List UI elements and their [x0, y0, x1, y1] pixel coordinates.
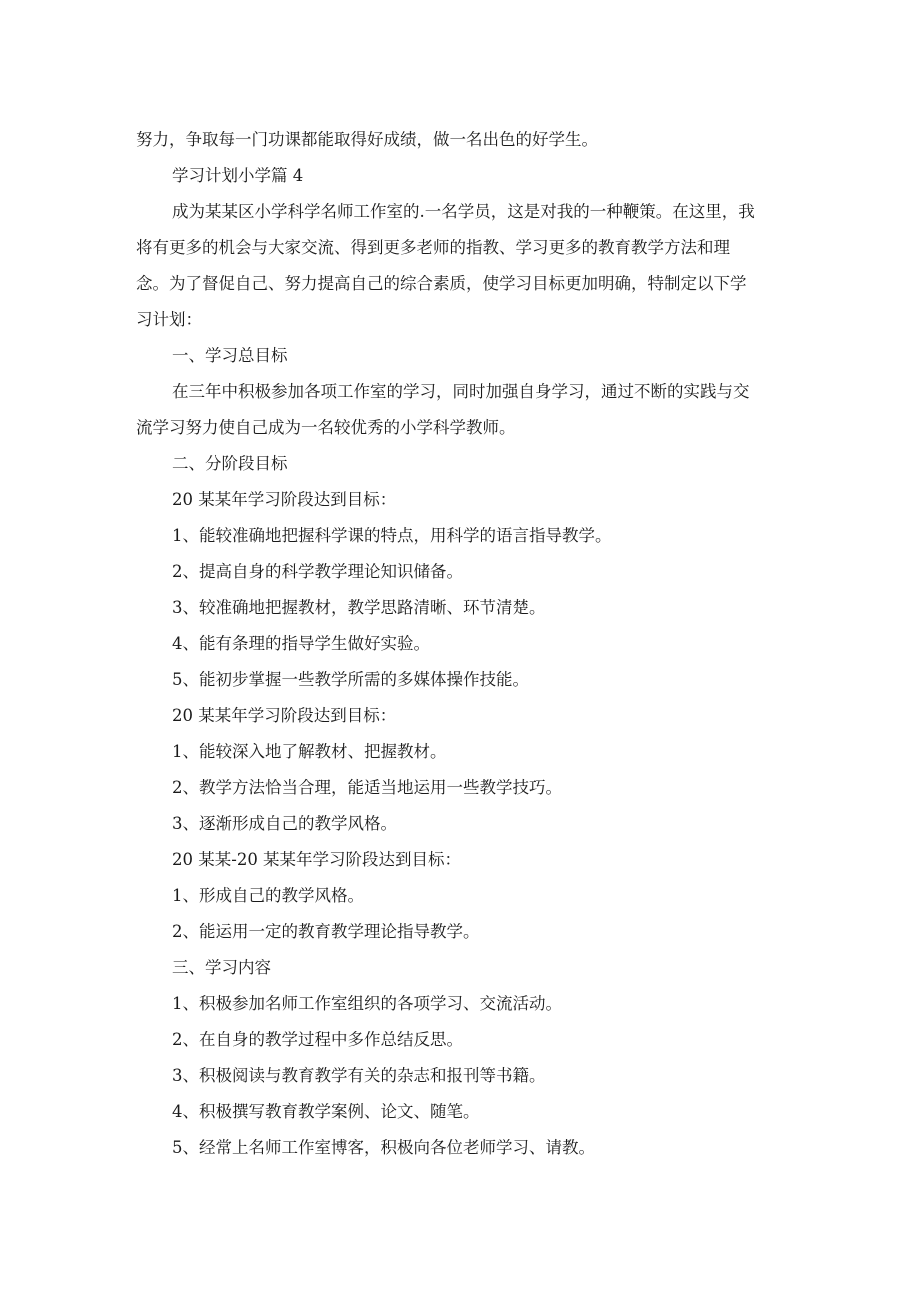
section-heading: 三、学习内容 [172, 958, 271, 977]
paragraph-line: 努力，争取每一门功课都能取得好成绩，做一名出色的好学生。 [136, 130, 598, 149]
section-heading: 学习计划小学篇 4 [172, 166, 304, 185]
list-item: 1、形成自己的教学风格。 [172, 886, 364, 905]
list-item: 1、能较深入地了解教材、把握教材。 [172, 742, 447, 761]
paragraph-line: 习计划： [136, 310, 202, 329]
list-item: 1、能较准确地把握科学课的特点，用科学的语言指导教学。 [172, 526, 612, 545]
subsection-heading: 20 某某-20 某某年学习阶段达到目标： [172, 850, 462, 869]
list-item: 5、能初步掌握一些教学所需的多媒体操作技能。 [172, 670, 529, 689]
list-item: 2、提高自身的科学教学理论知识储备。 [172, 562, 463, 581]
subsection-heading: 20 某某年学习阶段达到目标： [172, 706, 397, 725]
list-item: 2、能运用一定的教育教学理论指导教学。 [172, 922, 480, 941]
subsection-heading: 20 某某年学习阶段达到目标： [172, 490, 397, 509]
list-item: 5、经常上名师工作室博客，积极向各位老师学习、请教。 [172, 1138, 595, 1157]
list-item: 3、较准确地把握教材，教学思路清晰、环节清楚。 [172, 598, 546, 617]
list-item: 4、能有条理的指导学生做好实验。 [172, 634, 430, 653]
list-item: 4、积极撰写教育教学案例、论文、随笔。 [172, 1102, 480, 1121]
paragraph-line: 将有更多的机会与大家交流、得到更多老师的指教、学习更多的教育教学方法和理 [136, 238, 730, 257]
list-item: 3、积极阅读与教育教学有关的杂志和报刊等书籍。 [172, 1066, 546, 1085]
list-item: 3、逐渐形成自己的教学风格。 [172, 814, 397, 833]
list-item: 1、积极参加名师工作室组织的各项学习、交流活动。 [172, 994, 562, 1013]
paragraph-line: 成为某某区小学科学名师工作室的.一名学员，这是对我的一种鞭策。在这里，我 [172, 202, 755, 221]
paragraph-line: 在三年中积极参加各项工作室的学习，同时加强自身学习，通过不断的实践与交 [172, 382, 750, 401]
section-heading: 一、学习总目标 [172, 346, 288, 365]
list-item: 2、教学方法恰当合理，能适当地运用一些教学技巧。 [172, 778, 562, 797]
paragraph-line: 流学习努力使自己成为一名较优秀的小学科学教师。 [136, 418, 516, 437]
list-item: 2、在自身的教学过程中多作总结反思。 [172, 1030, 463, 1049]
section-heading: 二、分阶段目标 [172, 454, 288, 473]
paragraph-line: 念。为了督促自己、努力提高自己的综合素质，使学习目标更加明确，特制定以下学 [136, 274, 747, 293]
